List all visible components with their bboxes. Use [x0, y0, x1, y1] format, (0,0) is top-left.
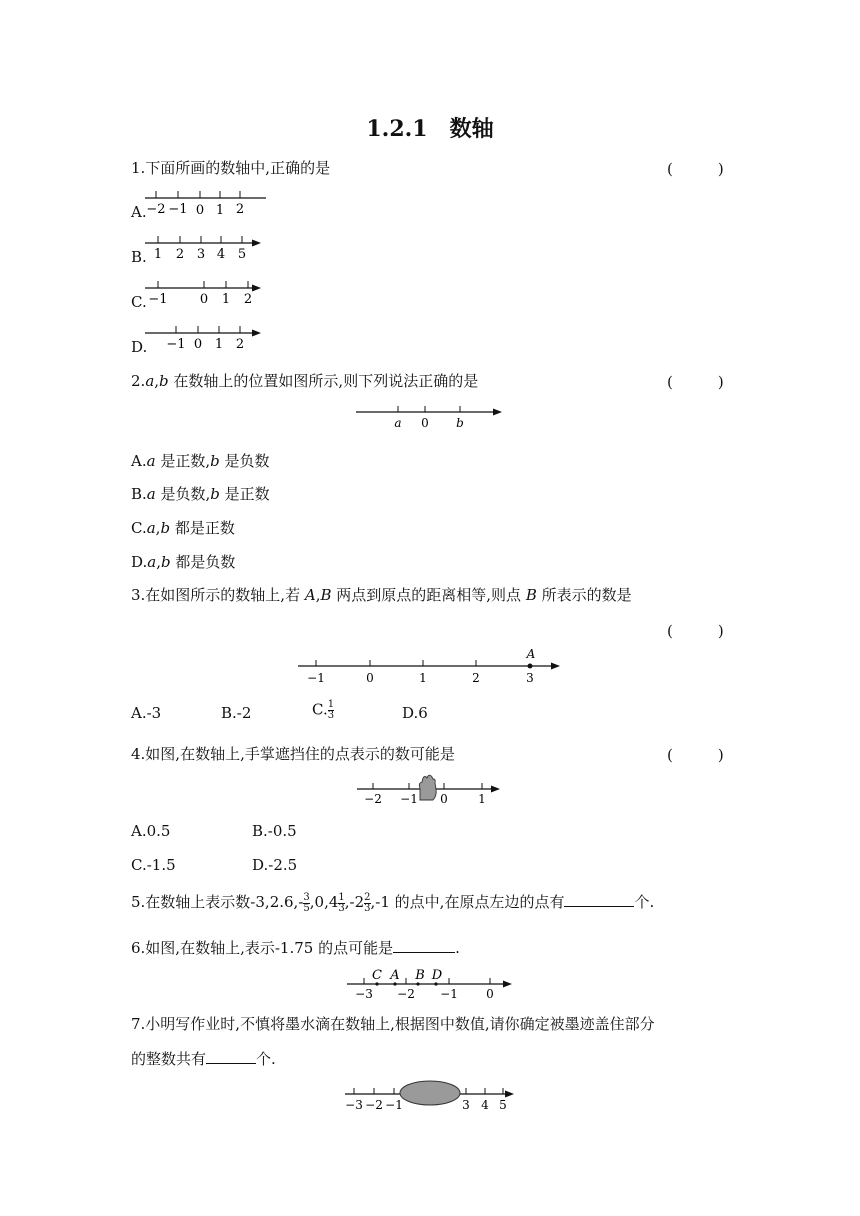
q3-text: ,: [315, 586, 321, 604]
tick-label: 2: [243, 292, 253, 307]
q5-text: ,-1 的点中,在原点左边的点有: [370, 893, 565, 911]
tick-label: −1: [307, 671, 325, 685]
option-text: ,: [155, 519, 161, 537]
hand-icon: [419, 775, 436, 800]
q1-option-a-numberline: [140, 185, 280, 220]
tick-label: 2: [472, 671, 480, 685]
point-label-a: A: [390, 968, 400, 983]
point-a: A: [304, 586, 316, 604]
q1-option-a-label: A.: [131, 203, 147, 221]
tick-label: 0: [193, 337, 203, 352]
q1-option-b-label: B.: [131, 248, 147, 266]
q3-option-d: D.6: [402, 704, 428, 722]
tick-label: 1: [153, 247, 163, 262]
q3-option-b: B.-2: [221, 704, 252, 722]
point-b: B: [320, 586, 332, 604]
axis-arrow: [252, 330, 261, 337]
q1-option-c-label: C.: [131, 293, 147, 311]
q7-stem-line2: [131, 1049, 276, 1069]
q3-numberline: [294, 646, 564, 686]
q2-answer-paren: ( ): [667, 373, 724, 391]
axis-arrow: [493, 409, 502, 416]
tick-label: −2: [365, 1098, 383, 1112]
q5-text: ,-2: [344, 893, 365, 911]
tick-label: 0: [486, 987, 494, 1001]
page-title: 1.2.1 数轴: [366, 116, 494, 142]
q1-stem: 1.下面所画的数轴中,正确的是: [131, 159, 331, 177]
option-prefix: C.: [312, 700, 328, 719]
q3-option-a: A.-3: [131, 704, 162, 722]
q2-option-c: [131, 517, 235, 538]
q7-stem-line1: 7.小明写作业时,不慎将墨水滴在数轴上,根据图中数值,请你确定被墨迹盖住部分: [131, 1015, 655, 1033]
var-a: a: [145, 372, 155, 390]
q7-text: 的整数共有: [131, 1050, 207, 1068]
var-b: b: [161, 553, 171, 571]
tick-label: 3: [526, 671, 534, 685]
point-label-b: b: [456, 416, 464, 430]
fraction-numerator: 3: [303, 891, 310, 903]
q7-numberline: [342, 1078, 522, 1114]
fraction-numerator: 1: [338, 891, 345, 903]
point-a-dot: [528, 664, 533, 669]
tick-label: −3: [345, 1098, 363, 1112]
fraction-denominator: 3: [338, 902, 345, 914]
option-text: 都是负数: [170, 553, 236, 571]
tick-label: 0: [195, 203, 205, 218]
q2-numberline: [354, 400, 514, 432]
option-text: 都是正数: [170, 519, 235, 537]
axis-arrow: [551, 663, 560, 670]
q4-numberline: [354, 774, 504, 806]
tick-label: 5: [237, 247, 247, 262]
fraction-denominator: 3: [327, 710, 335, 721]
q3-stem: [131, 585, 632, 605]
q4-option-c: C.-1.5: [131, 856, 176, 874]
q2-separator: ,: [154, 372, 160, 390]
q2-option-b: [131, 483, 270, 504]
var-a: a: [146, 519, 156, 537]
tick-label: 0: [366, 671, 374, 685]
axis-arrow: [491, 786, 500, 793]
var-b: b: [210, 485, 220, 503]
fraction-numerator: 1: [327, 699, 335, 710]
option-text: ,: [156, 553, 161, 571]
q1-option-c-numberline: [140, 275, 270, 310]
var-a: a: [147, 553, 157, 571]
axis-arrow: [252, 240, 261, 247]
point-label-d: D: [431, 968, 443, 983]
q2-option-a: [131, 450, 270, 471]
option-prefix: C.: [131, 519, 147, 537]
q6-text: 6.如图,在数轴上,表示-1.75 的点可能是: [131, 939, 394, 957]
point-label-b: B: [415, 968, 425, 983]
q4-option-d: D.-2.5: [252, 856, 298, 874]
tick-label: 2: [235, 337, 245, 352]
tick-label: −1: [166, 337, 186, 352]
ink-blot: [400, 1081, 460, 1105]
tick-label: 0: [199, 292, 209, 307]
q4-answer-paren: ( ): [667, 746, 724, 764]
option-prefix: D.: [131, 553, 148, 571]
tick-label: 1: [478, 792, 486, 806]
tick-label: 3: [196, 247, 206, 262]
point-label-a: a: [394, 416, 402, 430]
point-b: B: [525, 586, 537, 604]
tick-label: −1: [148, 292, 168, 307]
axis-arrow: [503, 981, 512, 988]
option-prefix: A.: [131, 452, 147, 470]
axis-arrow: [252, 285, 261, 292]
q5-text: 5.在数轴上表示数-3,2.6,-: [131, 893, 304, 911]
q2-number: 2.: [131, 372, 146, 390]
q4-option-b: B.-0.5: [252, 822, 297, 840]
tick-label: 1: [215, 203, 225, 218]
option-text: 是正数,: [155, 452, 211, 470]
answer-blank[interactable]: [206, 1049, 256, 1064]
q2-option-d: [131, 551, 235, 572]
tick-label: −3: [355, 987, 373, 1001]
tick-label: 1: [419, 671, 427, 685]
q1-answer-paren: ( ): [667, 160, 724, 178]
tick-label: 4: [481, 1098, 489, 1112]
q1-option-b-numberline: [140, 230, 270, 265]
axis-arrow: [505, 1091, 514, 1098]
option-text: 是正数: [219, 485, 270, 503]
q4-stem: 4.如图,在数轴上,手掌遮挡住的点表示的数可能是: [131, 745, 455, 763]
tick-label: 0: [440, 792, 448, 806]
q3-text: 两点到原点的距离相等,则点: [331, 586, 526, 604]
q1-option-d-numberline: [140, 320, 270, 355]
option-prefix: B.: [131, 485, 147, 503]
q3-text: 3.在如图所示的数轴上,若: [131, 586, 305, 604]
q3-text: 所表示的数是: [536, 586, 632, 604]
var-a: a: [146, 485, 156, 503]
q5-text: 个.: [634, 893, 655, 911]
tick-label: 1: [221, 292, 231, 307]
var-a: a: [146, 452, 156, 470]
tick-label: −1: [400, 792, 418, 806]
point-label-c: C: [372, 968, 382, 983]
q2-stem: [131, 371, 478, 391]
q6-stem: [131, 938, 460, 958]
tick-label: 4: [216, 247, 226, 262]
q7-text: 个.: [256, 1050, 276, 1068]
var-b: b: [210, 452, 220, 470]
q4-option-a: A.0.5: [131, 822, 171, 840]
var-b: b: [159, 372, 169, 390]
tick-label: −2: [397, 987, 415, 1001]
q1-option-d-label: D.: [131, 338, 148, 356]
tick-label: −1: [168, 202, 188, 217]
tick-label: 2: [235, 202, 245, 217]
option-text: 是负数,: [155, 485, 211, 503]
q2-stem-text: 在数轴上的位置如图所示,则下列说法正确的是: [168, 372, 479, 390]
tick-label: 5: [499, 1098, 507, 1112]
fraction-numerator: 2: [364, 891, 371, 903]
fraction-denominator: 3: [364, 902, 371, 914]
fraction-denominator: 5: [303, 902, 310, 914]
var-b: b: [160, 519, 171, 537]
q5-stem: [131, 892, 654, 914]
q6-text: .: [455, 939, 460, 957]
tick-label: −2: [146, 202, 166, 217]
tick-label: 2: [175, 247, 185, 262]
q3-option-c: [312, 700, 334, 721]
option-text: 是负数: [219, 452, 270, 470]
tick-label: 1: [214, 337, 224, 352]
fraction: [328, 700, 334, 721]
answer-blank[interactable]: [393, 938, 455, 953]
q5-text: ,0,4: [309, 893, 339, 911]
tick-label: −1: [440, 987, 458, 1001]
tick-label: −2: [364, 792, 382, 806]
q3-answer-paren: ( ): [667, 622, 724, 640]
origin-label: 0: [421, 416, 429, 430]
point-a-label: A: [526, 647, 536, 661]
tick-label: −1: [385, 1098, 403, 1112]
answer-blank[interactable]: [564, 892, 634, 907]
tick-label: 3: [462, 1098, 470, 1112]
q6-numberline: [344, 964, 516, 1002]
